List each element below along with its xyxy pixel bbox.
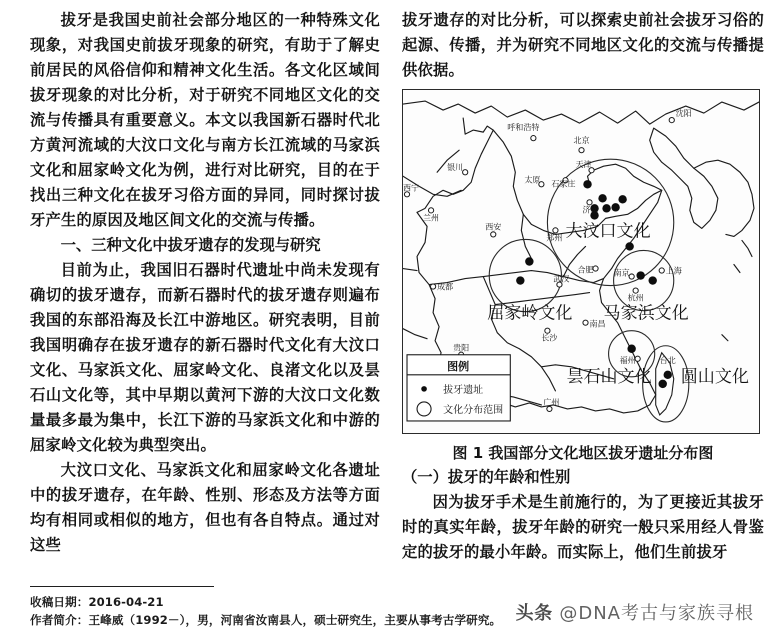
city-label: 合肥 — [577, 265, 594, 275]
culture-label-dawenkou: 大汶口文化 — [565, 221, 651, 242]
map-svg — [403, 90, 759, 433]
culture-label-majiabang: 马家浜文化 — [603, 303, 689, 324]
abstract-paragraph: 拔牙是我国史前社会部分地区的一种特殊文化现象，对我国史前拔牙现象的研究，有助于了解史前居民的风俗信仰和精神文化生活。各文化区域间拔牙现象的对比分析，对于研究不同地区文化的交流与传播具有重要意义。本文以我国新石器时代北方黄河流域的大汶口文化与南方长江流域的马家浜文化和屈家岭文化为例，进行对比研究，目的在于找出三种文化在拔牙习俗方面的异同，同时探讨拔牙产生的原因及地区间文化的交流与传播。 — [30, 11, 380, 229]
map-distribution-of-tooth-ablation-sites — [402, 89, 760, 434]
site-point — [611, 203, 619, 211]
body-paragraph-3: 因为拔牙手术是生前施行的，为了更接近其拔牙时的真实年龄，拔牙年龄的研究一般只采用经人骨鉴定的拔牙的最小年龄。而实际上，他们生前拔牙 — [402, 493, 764, 561]
footnote-block — [30, 586, 502, 629]
city-label: 广州 — [543, 397, 560, 407]
city-label: 兰州 — [423, 213, 440, 223]
city-label: 太原 — [524, 175, 541, 185]
city-label: 沈阳 — [675, 109, 692, 119]
two-column-layout — [30, 8, 764, 565]
watermark-tag: 头条 — [515, 603, 553, 624]
culture-labels-group — [487, 221, 749, 386]
city-label: 杭州 — [627, 293, 644, 303]
legend-filled-dot-icon — [421, 386, 427, 392]
section-heading-one: 一、三种文化中拔牙遗存的发现与研究 — [60, 236, 321, 254]
city-label: 贵阳 — [453, 343, 470, 353]
city-label: 呼和浩特 — [507, 123, 540, 133]
site-point — [618, 195, 626, 203]
site-point — [625, 242, 633, 250]
city-label: 南京 — [613, 268, 630, 278]
site-point — [659, 380, 667, 388]
legend-label-site: 拔牙遗址 — [443, 384, 484, 396]
city-label: 长沙 — [541, 333, 558, 343]
site-point — [516, 276, 524, 284]
city-label: 郑州 — [546, 233, 563, 243]
city-label: 南昌 — [589, 319, 606, 329]
city-label: 台北 — [659, 355, 676, 365]
city-label: 银川 — [447, 163, 464, 173]
subsection-heading-age-and-sex: （一）拔牙的年龄和性别 — [402, 468, 571, 486]
city-label: 北京 — [573, 136, 590, 146]
site-point — [602, 204, 610, 212]
left-column — [30, 8, 380, 565]
city-label: 济南 — [582, 205, 599, 215]
watermark-handle: @DNA考古与家族寻根 — [559, 603, 754, 624]
body-paragraph-1: 目前为止，我国旧石器时代遗址中尚未发现有确切的拔牙遗存，而新石器时代的拔牙遗存则遍布我国的东部沿海及长江中游地区。研究表明，目前我国明确存在拔牙遗存的新石器时代文化有大汶口文化、马家浜文化、屈家岭文化、良渚文化以及昙石山文化等，其中早期以黄河下游的大汶口文化数量最多最为集中，长江下游的马家浜文化和中游的屈家岭文化较为典型突出。 — [30, 261, 380, 454]
city-label: 成都 — [437, 282, 454, 292]
footnote-divider — [30, 586, 214, 587]
site-point — [627, 345, 635, 353]
site-point — [598, 194, 606, 202]
city-label: 西安 — [485, 222, 502, 232]
city-label: 石家庄 — [551, 179, 576, 189]
author-bio: 作者简介：王峰威（1992－），男，河南省汝南县人，硕士研究生，主要从事考古学研究。 — [30, 613, 502, 627]
figure-caption: 图 1 我国部分文化地区拔牙遗址分布图 — [452, 444, 714, 462]
culture-label-qujialing: 屈家岭文化 — [487, 303, 573, 324]
watermark — [516, 603, 754, 625]
culture-label-yuanshan: 圆山文化 — [680, 366, 749, 387]
site-point — [664, 371, 672, 379]
legend-title: 图例 — [447, 359, 470, 373]
city-label: 福州 — [619, 355, 636, 365]
site-point — [525, 257, 533, 265]
city-label: 西宁 — [403, 183, 420, 193]
site-point — [648, 276, 656, 284]
site-point — [583, 180, 591, 188]
body-paragraph-2: 大汶口文化、马家浜文化和屈家岭文化各遗址中的拔牙遗存，在年龄、性别、形态及方法等方面均有相同或相似的地方，但也有各自特点。通过对这些 — [30, 461, 380, 554]
culture-label-tanshishan: 昙石山文化 — [566, 366, 652, 387]
legend-label-range: 文化分布范围 — [443, 404, 504, 416]
city-label: 武汉 — [553, 274, 570, 284]
continued-paragraph: 拔牙遗存的对比分析，可以探索史前社会拔牙习俗的起源、传播，并为研究不同地区文化的交流与传播提供依据。 — [402, 11, 764, 79]
right-column — [402, 8, 764, 565]
received-date: 收稿日期：2016-04-21 — [30, 595, 164, 609]
city-label: 上海 — [665, 266, 682, 276]
city-label: 天津 — [575, 160, 592, 170]
figure-1 — [402, 89, 764, 465]
map-legend — [407, 355, 510, 421]
site-point — [636, 271, 644, 279]
